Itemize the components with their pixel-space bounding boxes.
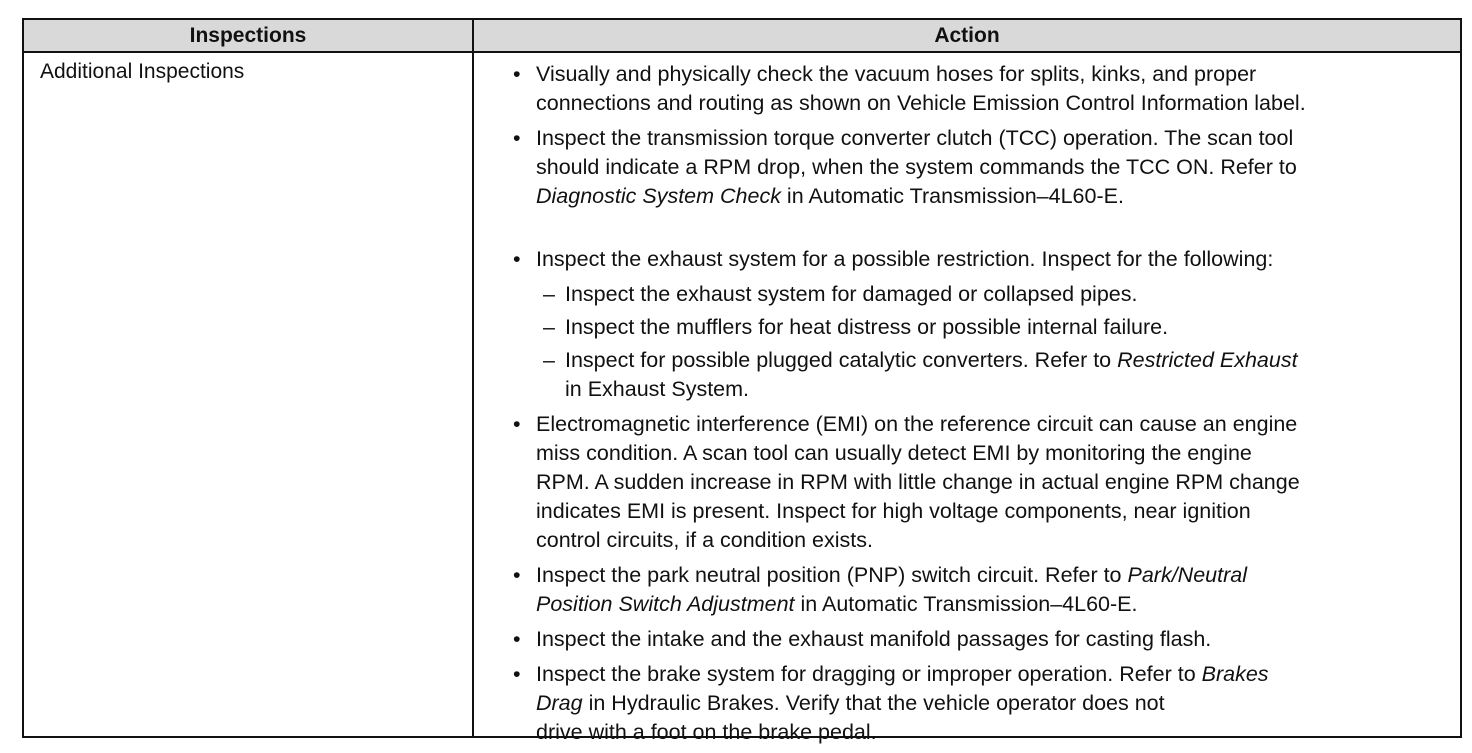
action-text: Inspect the exhaust system for a possible restriction. Inspect for the following: [536, 247, 1274, 271]
reference-link-diagnostic-system-check: Diagnostic System Check [536, 184, 781, 208]
action-text-rest: in Hydraulic Brakes. Verify that the vehicle operator does not [582, 691, 1165, 715]
sub-text [565, 346, 1450, 375]
action-text: indicates EMI is present. Inspect for high voltage components, near ignition [536, 499, 1251, 523]
action-list [506, 60, 1450, 753]
action-text: connections and routing as shown on Vehicle Emission Control Information label. [536, 91, 1306, 115]
action-item-exhaust [506, 245, 1450, 274]
action-item-tcc [506, 124, 1450, 211]
sub-text: Inspect the exhaust system for damaged or collapsed pipes. [565, 282, 1138, 306]
action-text: Visually and physically check the vacuum hoses for splits, kinks, and proper [536, 62, 1257, 86]
action-text: Inspect the intake and the exhaust manifold passages for casting flash. [536, 627, 1212, 651]
action-text-lead: Inspect the park neutral position (PNP) switch circuit. Refer to [536, 563, 1128, 587]
action-text: should indicate a RPM drop, when the system commands the TCC ON. Refer to [536, 155, 1297, 179]
action-item-manifold [506, 625, 1450, 654]
bullet: • [513, 627, 521, 651]
action-item-emi [506, 410, 1450, 555]
bullet: • [513, 412, 521, 436]
action-text: miss condition. A scan tool can usually detect EMI by monitoring the engine [536, 441, 1252, 465]
inspections-table [22, 18, 1462, 744]
reference-link-position-switch: Position Switch Adjustment [536, 592, 795, 616]
dash: – [543, 282, 555, 306]
reference-link-restricted-exhaust: Restricted Exhaust [1117, 348, 1298, 372]
bullet: • [513, 247, 521, 271]
action-text [536, 561, 1450, 590]
header-inspections: Inspections [189, 24, 307, 47]
action-text [536, 590, 1450, 619]
column-divider [472, 20, 474, 736]
reference-link-brakes: Brakes [1201, 662, 1269, 686]
sub-item-pipes [506, 280, 1450, 309]
table-header [24, 20, 1460, 53]
reference-link-park-neutral: Park/Neutral [1127, 563, 1247, 587]
action-text [536, 689, 1450, 718]
action-text [536, 182, 1450, 211]
bullet: • [513, 563, 521, 587]
action-text: Inspect the transmission torque converter clutch (TCC) operation. The scan tool [536, 126, 1294, 150]
action-text [536, 660, 1450, 689]
inspection-label: Additional Inspections [40, 60, 245, 83]
action-text: Electromagnetic interference (EMI) on the reference circuit can cause an engine [536, 412, 1298, 436]
dash: – [543, 348, 555, 372]
action-text: drive with a foot on the brake pedal. [536, 720, 877, 744]
bullet: • [513, 62, 521, 86]
sub-item-mufflers [506, 313, 1450, 342]
action-text-rest: in Automatic Transmission–4L60-E. [794, 592, 1138, 616]
reference-link-drag: Drag [536, 691, 583, 715]
action-item-brakes [506, 660, 1450, 747]
bullet: • [513, 662, 521, 686]
action-text-rest: in Automatic Transmission–4L60-E. [780, 184, 1124, 208]
sub-text: in Exhaust System. [565, 377, 750, 401]
action-text: control circuits, if a condition exists. [536, 528, 873, 552]
bullet: • [513, 126, 521, 150]
sub-item-catalytic [506, 346, 1450, 404]
action-item-pnp [506, 561, 1450, 619]
action-text: RPM. A sudden increase in RPM with little change in actual engine RPM change [536, 470, 1300, 494]
header-action: Action [934, 24, 1000, 47]
sub-text-lead: Inspect for possible plugged catalytic converters. Refer to [565, 348, 1118, 372]
action-text-lead: Inspect the brake system for dragging or improper operation. Refer to [536, 662, 1202, 686]
action-item-vacuum-hoses [506, 60, 1450, 118]
sub-text: Inspect the mufflers for heat distress or possible internal failure. [565, 315, 1169, 339]
dash: – [543, 315, 555, 339]
